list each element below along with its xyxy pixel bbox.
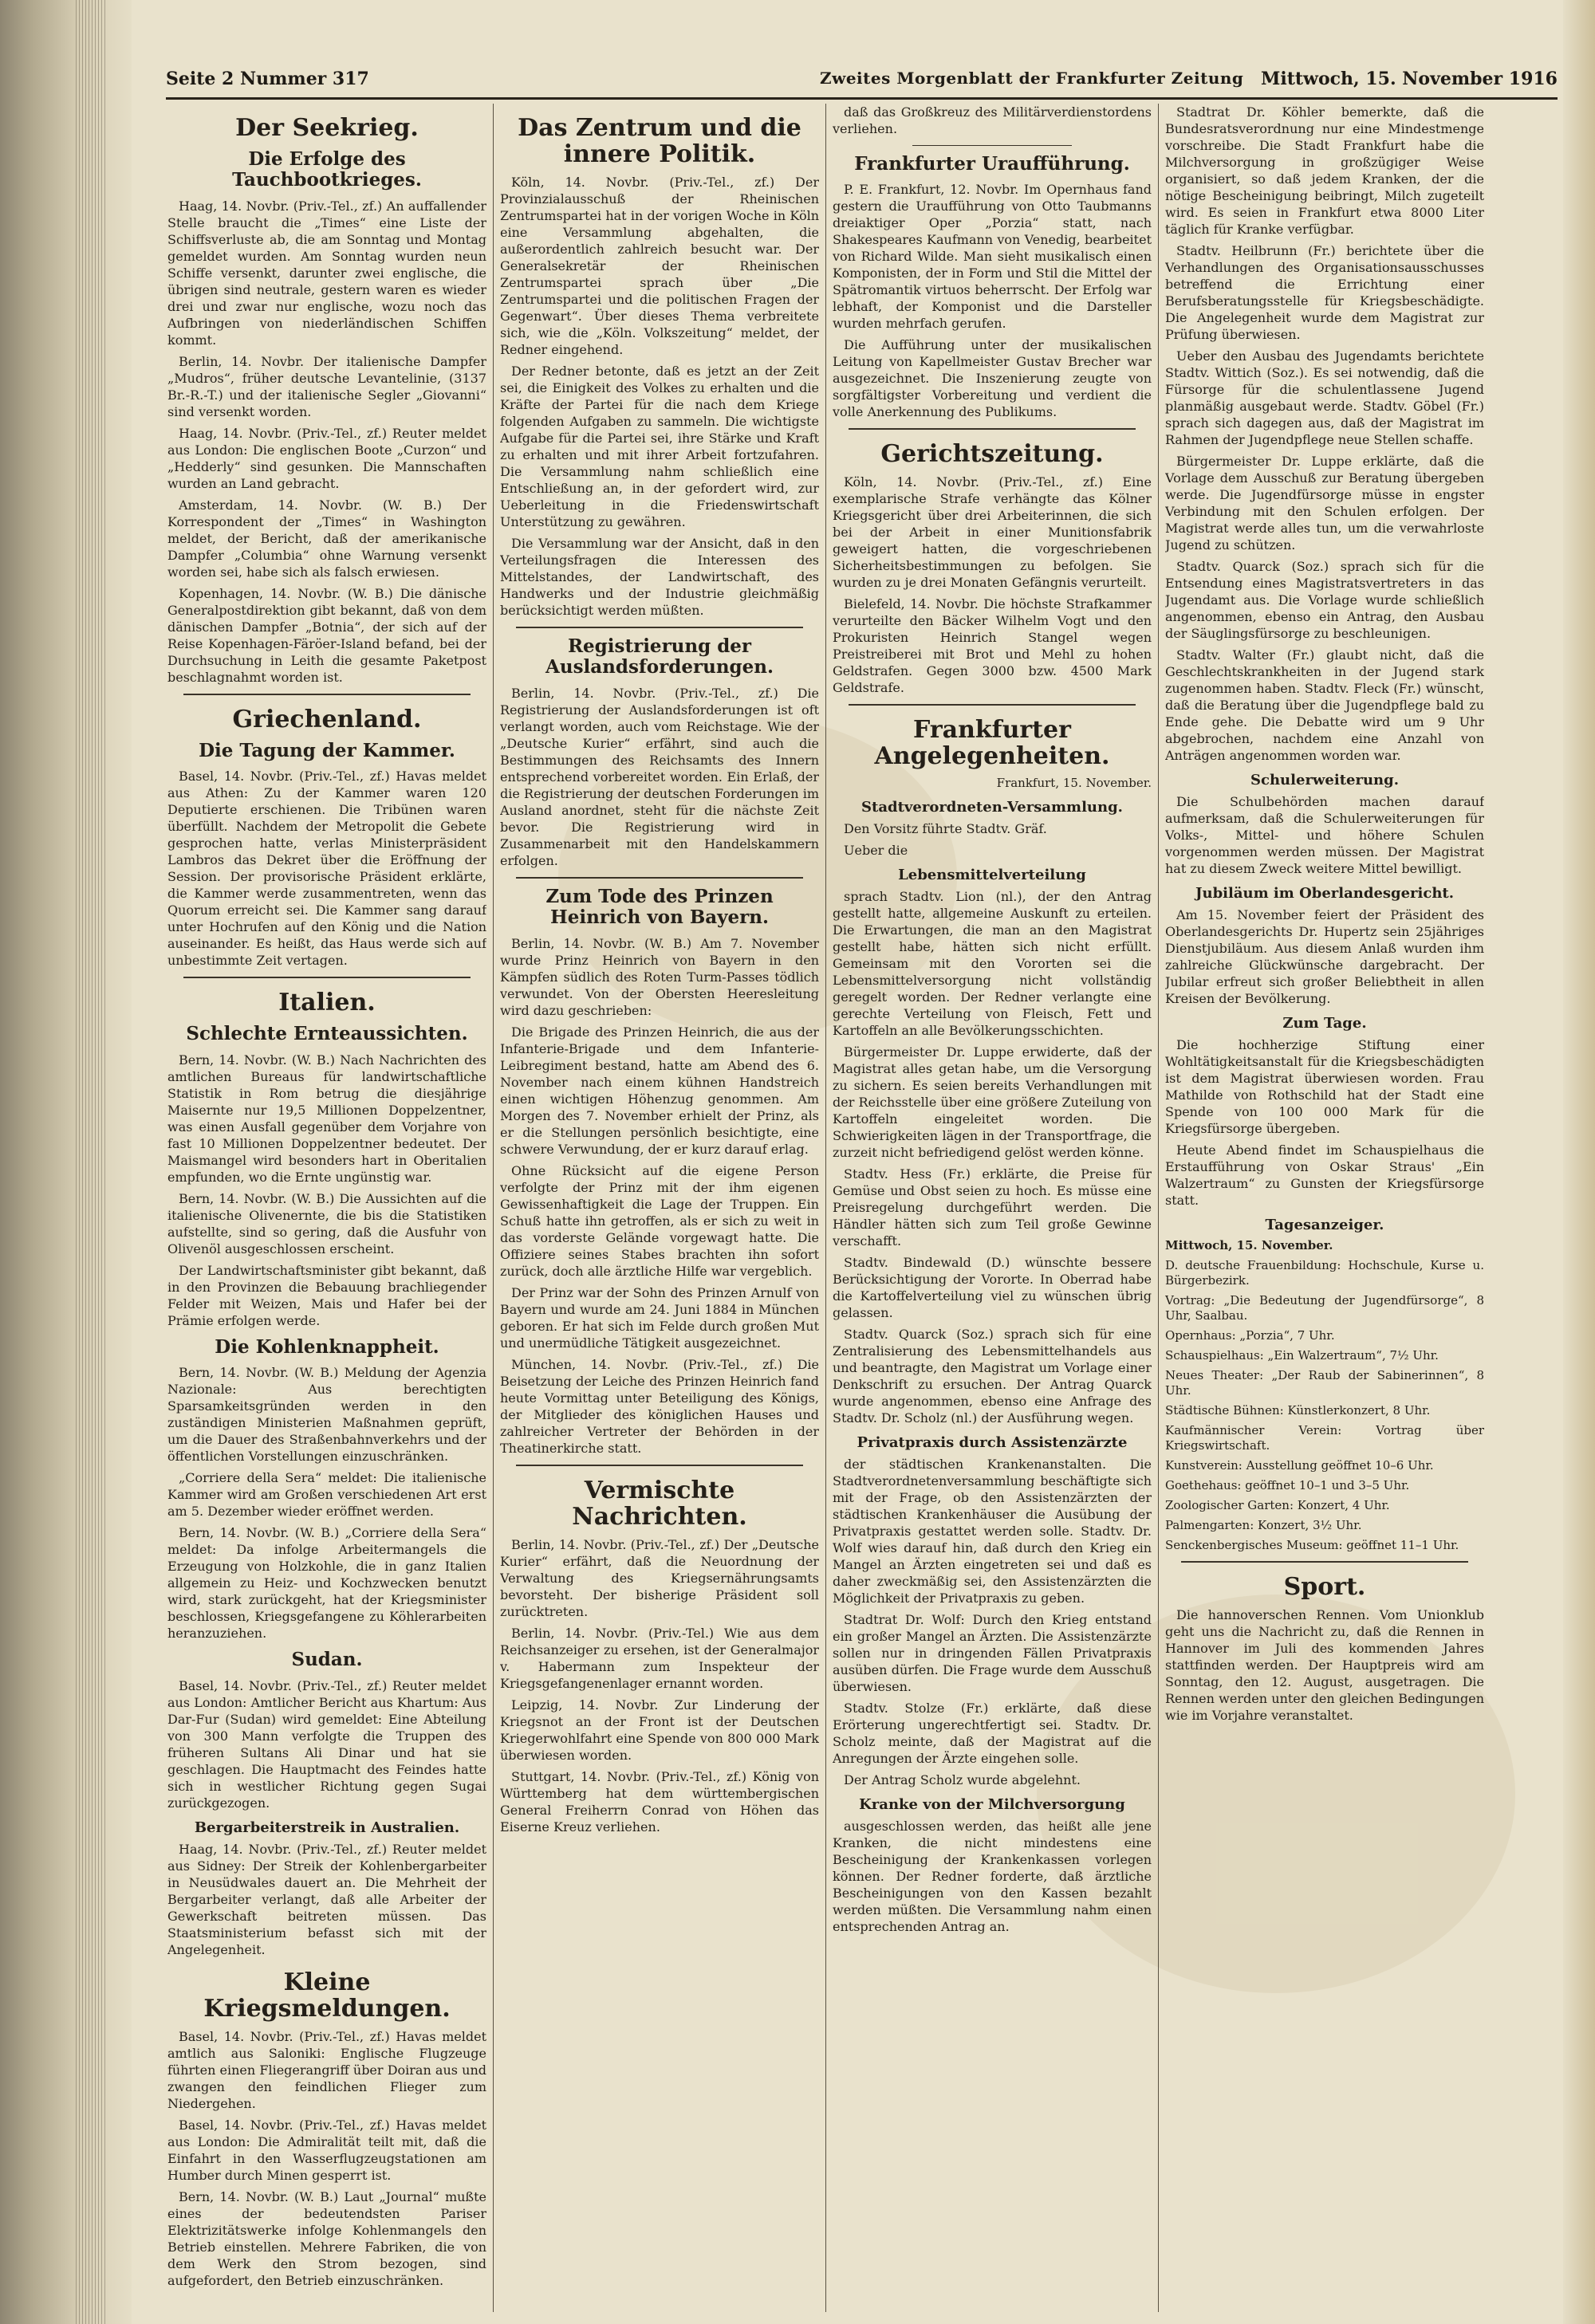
column-rule [825,104,826,2312]
section-rule [516,627,803,628]
article-paragraph: der städtischen Krankenanstalten. Die Stadtverordnetenversammlung beschäftigte sich mit der Frage, ob den Assistenzärzten der städtischen Krankenhäuser die Ausübung der Privatpraxis gestattet werden solle. Stadtv. Dr. Wolf wies darauf hin, daß durch den Krieg ein Mangel an Ärzten eingetreten sei und daß es daher zweckmäßig sei, den Assistenzärzten die Möglichkeit der Privatpraxis zu geben. [833,1457,1152,1606]
article-subheading: Zum Tage. [1282,1015,1367,1032]
article-subheading: Kranke von der Milchversorgung [859,1796,1125,1814]
article-paragraph: Köln, 14. Novbr. (Priv.-Tel., zf.) Eine exemplarische Strafe verhängte das Kölner Kriegsgericht über drei Arbeiterinnen, die sich bei der Arbeit in einer Munitionsfabrik geweigert hatten, die vorgeschriebenen Sicherheitsbestimmungen zu befolgen. Sie wurden zu je drei Monaten Gefängnis verurteilt. [833,474,1152,591]
article-paragraph: P. E. Frankfurt, 12. Novbr. Im Opernhaus fand gestern die Uraufführung von Otto Taubmanns dreiaktiger Oper „Porzia“ statt, nach Shakespeares Kaufmann von Venedig, bearbeitet von Richard Wilde. Man sieht musikalisch einen Komponisten, der in Form und Stil die Mittel der Spätromantik virtuos beherrscht. Der Erfolg war lebhaft, der Komponist und die Darsteller wurden mehrfach gerufen. [833,182,1152,332]
article-heading: Die Erfolge des Tauchbootkrieges. [232,148,422,191]
page-number: Seite 2 Nummer 317 [166,69,369,89]
article-paragraph: Haag, 14. Novbr. (Priv.-Tel., zf.) Reuter meldet aus Sidney: Der Streik der Kohlenbergarbeiter in Neusüdwales dauert an. Die Mehrheit der Bergarbeiter verlangt, daß alle Arbeiter der Gewerkschaft beitreten müssen. Das Staatsministerium befasst sich mit der Angelegenheit. [167,1841,486,1957]
article-paragraph: Die Versammlung war der Ansicht, daß in den Verteilungsfragen die Interessen des Mittelstandes, der Landwirtschaft, des Handwerks und der Industrie gleichmäßig berücksichtigt werden müßten. [500,536,819,618]
article-paragraph: Stadtrat Dr. Köhler bemerkte, daß die Bundesratsverordnung nur eine Mindestmenge vorschreibe. Die Stadt Frankfurt habe die Milchversorgung in großzügiger Weise organisiert, so daß jedem Kranken, der die nötige Bescheinigung beibringt, Milch zugeteilt wird. Es seien in Frankfurt etwa 8000 Liter täglich für Kranke verfügbar. [1165,104,1484,237]
article-paragraph: Haag, 14. Novbr. (Priv.-Tel., zf.) An auffallender Stelle braucht die „Times“ eine Liste der Schiffsverluste ab, die am Sonntag und Montag gemeldet wurden. Am Sonntag wurden neun Schiffe versenkt, darunter zwei englische, die übrigen sind neutrale, gestern waren es wieder drei und zwar nur englische, wozu noch das Aufbringen von niederländischen Schiffen kommt. [167,198,486,348]
article-paragraph: Kopenhagen, 14. Novbr. (W. B.) Die dänische Generalpostdirektion gibt bekannt, daß von dem dänischen Dampfer „Botnia“, der sich auf der Reise Kopenhagen-Färöer-Island befand, bei der Durchsuchung in Leith die gesamte Paketpost beschlagnahmt worden ist. [167,585,486,685]
article-paragraph: Heute Abend findet im Schauspielhaus die Erstaufführung von Oskar Straus' „Ein Walzertraum“ zu Gunsten der Kriegsfürsorge statt. [1165,1142,1484,1208]
article-paragraph: Ohne Rücksicht auf die eigene Person verfolgte der Prinz mit der ihm eigenen Gewissenhaftigkeit die Lage der Truppen. Ein Schuß hatte ihn getroffen, als er sich zu weit in das vorderste Gelände vorgewagt hatte. Die Offiziere seines Stabes brachten ihn sofort zurück, doch alle ärztliche Hilfe war vergeblich. [500,1162,819,1279]
section-heading: Italien. [278,989,376,1017]
article-subheading: Tagesanzeiger. [1265,1217,1384,1233]
article-paragraph: Basel, 14. Novbr. (Priv.-Tel., zf.) Havas meldet aus Athen: Zu der Kammer waren 120 Deputierte erschienen. Die Tribünen waren überfüllt. Nachdem der Metropolit die Gebete gesprochen hatte, verlas Ministerpräsident Lambros das Dekret über die Eröffnung der Session. Der provisorische Präsident erklärte, die Kammer werde zusammentreten, wenn das Quorum erreicht sei. Die Kammer sang darauf unter Hochrufen auf den König und die Nation auseinander. Es heißt, das Haus werde sich auf unbestimmte Zeit vertagen. [167,769,486,969]
article-paragraph: Stadtv. Stolze (Fr.) erklärte, daß diese Erörterung ungerechtfertigt sei. Stadtv. Dr. Scholz meinte, daß der Magistrat auf die Anregungen der Ärzte eingehen solle. [833,1701,1152,1767]
article-paragraph: Amsterdam, 14. Novbr. (W. B.) Der Korrespondent der „Times“ in Washington meldet, der Bericht, daß der amerikanische Dampfer „Columbia“ ohne Warnung versenkt worden sei, habe sich als falsch erwiesen. [167,497,486,580]
article-paragraph: Stadtrat Dr. Wolf: Durch den Krieg entstand ein großer Mangel an Ärzten. Die Assistenzärzte sollen nur in dringenden Fällen Privatpraxis ausüben dürfen. Die Frage wurde dem Ausschuß überwiesen. [833,1612,1152,1695]
article-paragraph: daß das Großkreuz des Militärverdienstordens verliehen. [833,104,1152,136]
article-paragraph: sprach Stadtv. Lion (nl.), der den Antrag gestellt hatte, allgemeine Auskunft zu erteilen. Die Erwartungen, die man an den Magistrat gestellt habe, hätten sich nicht erfüllt. Gemeinsam mit den Vororten sei die Lebensmittelversorgung nicht vollständig geregelt worden. Der Redner verlangte eine gerechte Verteilung von Fleisch, Fett und Kartoffeln an alle Bevölkerungsschichten. [833,889,1152,1039]
article-paragraph: Bern, 14. Novbr. (W. B.) „Corriere della Sera“ meldet: Da infolge Arbeitermangels die Erzeugung von Holzkohle, die in ganz Italien allgemein zu Heiz- und Kochzwecken benutzt wird, stark zurückgeht, hat der Kriegsminister beschlossen, Kriegsgefangene zu Köhlerarbeiten heranzuziehen. [167,1525,486,1642]
article-paragraph: Stuttgart, 14. Novbr. (Priv.-Tel., zf.) König von Württemberg hat dem württembergischen General Freiherrn Conrad von Höhen das Eiserne Kreuz verliehen. [500,1768,819,1834]
section-heading: Vermischte Nachrichten. [572,1476,747,1531]
article-paragraph: Stadtv. Walter (Fr.) glaubt nicht, daß die Geschlechtskrankheiten in der Jugend stark zugenommen haben. Stadtv. Fleck (Fr.) wünscht, daß die Beratung über die Jugendpflege bald zu Ende gehe. Die Debatte wird um 9 Uhr abgebrochen, nachdem eine Anzahl von Anträgen angenommen worden war. [1165,647,1484,763]
event-listing [1165,1238,1484,1553]
article-paragraph: Bürgermeister Dr. Luppe erklärte, daß die Vorlage dem Ausschuß zur Beratung übergeben werde. Die Jugendfürsorge müsse in engster Verbindung mit den Schulen erfolgen. Der Magistrat werde alles tun, um die verwahrloste Jugend zu schützen. [1165,454,1484,552]
article-subheading: Lebensmittelverteilung [898,867,1086,884]
article-paragraph: Leipzig, 14. Novbr. Zur Linderung der Kriegsnot an der Front ist der Deutschen Kriegerwohlfahrt eine Spende von 800 000 Mark überwiesen worden. [500,1697,819,1763]
article-paragraph: Berlin, 14. Novbr. (Priv.-Tel., zf.) Die Registrierung der Auslandsforderungen ist oft verlangt worden, auch vom Reichstage. Wie der „Deutsche Kurier“ erfährt, sind auch die Bestimmungen des Reichsamts des Innern entsprechend vorbereitet worden. Ein Erlaß, der die Registrierung der deutschen Forderungen im Ausland anordnet, steht für die nächste Zeit bevor. Die Registrierung wird in Zusammenarbeit mit den Handelskammern erfolgen. [500,685,819,868]
article-paragraph: „Corriere della Sera“ meldet: Die italienische Kammer wird am Großen verschiedenen Art erst am 5. Dezember wieder eröffnet werden. [167,1470,486,1520]
article-paragraph: Der Landwirtschaftsminister gibt bekannt, daß in den Provinzen die Bebauung brachliegender Felder mit Weizen, Mais und Hafer bei der Prämie erfolgen werde. [167,1262,486,1328]
page-header [166,64,1558,96]
list-item: Zoologischer Garten: Konzert, 4 Uhr. [1165,1498,1390,1512]
article-paragraph: Haag, 14. Novbr. (Priv.-Tel., zf.) Reuter meldet aus London: Die englischen Boote „Curzon“ und „Hedderly“ sind gesunken. Die Mannschaften wurden an Land gebracht. [167,425,486,491]
article-paragraph: Die hochherzige Stiftung einer Wohltätigkeitsanstalt für die Kriegsbeschädigten ist dem Magistrat überwiesen worden. Frau Mathilde von Rothschild hat der Stadt eine Spende von 100 000 Mark für die Kriegsfürsorge übergeben. [1165,1037,1484,1136]
article-paragraph: Der Antrag Scholz wurde abgelehnt. [844,1772,1081,1788]
section-heading: Gerichtszeitung. [880,440,1104,469]
article-subheading: Privatpraxis durch Assistenzärzte [857,1434,1128,1452]
list-item: Schauspielhaus: „Ein Walzertraum“, 7½ Uhr. [1165,1348,1439,1363]
dateline: Frankfurt, 15. November. [996,776,1152,791]
article-paragraph: Basel, 14. Novbr. (Priv.-Tel., zf.) Havas meldet amtlich aus Saloniki: Englische Flugzeuge führten einen Fliegerangriff über Doiran aus und zwangen den feindlichen Flieger zum Niedergehen. [167,2028,486,2111]
section-rule [516,877,803,879]
article-paragraph: Die Aufführung unter der musikalischen Leitung von Kapellmeister Gustav Brecher war ausgezeichnet. Die Inszenierung zeugte von sorgfältigster Vorbereitung und verdient die volle Anerkennung des Publikums. [833,337,1152,420]
article-paragraph: Die Brigade des Prinzen Heinrich, die aus der Infanterie-Brigade und dem Infanterie-Leibregiment bestand, hatte am Abend des 6. November nach einem kühnen Handstreich einen wichtigen Höhenzug genommen. Am Morgen des 7. November erhielt der Prinz, als er die Stellungen persönlich besichtigte, eine schwere Verwundung, der er kurz darauf erlag. [500,1024,819,1157]
list-item: Städtische Bühnen: Künstlerkonzert, 8 Uhr. [1165,1403,1431,1418]
article-heading: Stadtverordneten-Versammlung. [861,799,1123,816]
article-paragraph: Berlin, 14. Novbr. Der italienische Dampfer „Mudros“, früher deutsche Levantelinie, (3137 Br.-R.-T.) und der italienische Segler „Giovanni“ sind versenkt worden. [167,353,486,419]
article-heading: Zum Tode des Prinzen Heinrich von Bayern. [545,885,774,929]
article-subheading: Schulerweiterung. [1250,772,1399,788]
article-paragraph: Stadtv. Heilbrunn (Fr.) berichtete über die Verhandlungen des Organisationsausschusses betreffend die Errichtung einer Berufsberatungsstelle für Kriegsbeschädigte. Die Angelegenheit wurde dem Magistrat zur Prüfung überwiesen. [1165,243,1484,342]
article-heading: Schlechte Ernteaussichten. [186,1023,468,1045]
list-item: Opernhaus: „Porzia“, 7 Uhr. [1165,1328,1335,1343]
article-paragraph: Bern, 14. Novbr. (W. B.) Die Aussichten auf die italienische Olivenernte, die bis die Statistiken aufstellte, sind so gering, daß die Ausfuhr von Olivenöl ausgeschlossen erscheint. [167,1190,486,1256]
article-paragraph: Berlin, 14. Novbr. (Priv.-Tel., zf.) Der „Deutsche Kurier“ erfährt, daß die Neuordnung der Verwaltung des Kriegsernährungsamts bevorsteht. Der bisherige Präsident soll zurücktreten. [500,1536,819,1619]
section-rule [183,977,471,978]
article-heading: Sudan. [291,1649,363,1671]
section-heading: Frankfurter Angelegenheiten. [874,716,1110,771]
article-paragraph: Basel, 14. Novbr. (Priv.-Tel., zf.) Havas meldet aus London: Die Admiralität teilt mit, daß die Einfahrt in den Wasserflugzeugstationen am Humber durch Minen gesperrt ist. [167,2117,486,2183]
section-rule [1181,1561,1468,1563]
article-paragraph: Bern, 14. Novbr. (W. B.) Meldung der Agenzia Nazionale: Aus berechtigten Sparsamkeitsgründen werden in den zuständigen Ministerien Maßnahmen geprüft, um die Dauer des Straßenbahnverkehrs und der öffentlichen Vorstellungen einzuschränken. [167,1365,486,1465]
article-paragraph: Der Redner betonte, daß es jetzt an der Zeit sei, die Einigkeit des Volkes zu erhalten und die Kräfte der Partei für die nach dem Kriege folgenden Aufgaben zu sammeln. Die wichtigste Aufgabe für die Partei sei, ihre Stärke und Kraft zu erhalten und mit ihrer Arbeit fortzufahren. Die Versammlung nahm schließlich eine Entschließung an, in der gefordert wird, zur Ueberleitung in die Friedenswirtschaft Unterstützung zu gewähren. [500,364,819,529]
list-item: Kaufmännischer Verein: Vortrag über Kriegswirtschaft. [1165,1423,1484,1453]
section-heading: Kleine Kriegsmeldungen. [203,1968,451,2023]
page-edges [76,0,108,2324]
list-item: Senckenbergisches Museum: geöffnet 11–1 Uhr. [1165,1538,1459,1552]
section-heading: Der Seekrieg. [235,114,419,142]
column-2 [500,104,819,2312]
list-item: Goethehaus: geöffnet 10–1 und 3–5 Uhr. [1165,1478,1410,1492]
list-item: Kunstverein: Ausstellung geöffnet 10–6 Uhr. [1165,1458,1434,1473]
book-gutter [0,0,132,2324]
article-heading: Bergarbeiterstreik in Australien. [194,1819,460,1836]
article-paragraph: Am 15. November feiert der Präsident des Oberlandesgerichts Dr. Hupertz sein 25jähriges Dienstjubiläum. Aus diesem Anlaß wurden ihm zahlreiche Glückwünsche dargebracht. Der Jubilar erfreut sich großer Beliebtheit in allen Kreisen der Bevölkerung. [1165,907,1484,1006]
article-paragraph: Stadtv. Hess (Fr.) erklärte, die Preise für Gemüse und Obst seien zu hoch. Es müsse eine Preisregelung durchgeführt werden. Die Händler hätten sich zum Teil große Gewinne verschafft. [833,1166,1152,1249]
article-paragraph: Stadtv. Bindewald (D.) wünschte bessere Berücksichtigung der Vororte. In Oberrad habe die Kartoffelverteilung viel zu wünschen übrig gelassen. [833,1255,1152,1321]
column-4 [1165,104,1484,2312]
article-paragraph: Bielefeld, 14. Novbr. Die höchste Strafkammer verurteilte den Bäcker Wilhelm Vogt und den Prokuristen Heinrich Stangel wegen Preistreiberei mit Brot und Mehl zu hohen Geldstrafen. Gegen 3000 bzw. 4500 Mark Geldstrafe. [833,596,1152,696]
newspaper-title: Zweites Morgenblatt der Frankfurter Zeitung [820,69,1244,88]
article-paragraph: Die hannoverschen Rennen. Vom Unionklub geht uns die Nachricht zu, daß die Rennen in Hannover im Juli des kommenden Jahres stattfinden werden. Der Hauptpreis wird am Sonntag, den 12. August, ausgetragen. Die Rennen werden unter den gleichen Bedingungen wie im Vorjahre veranstaltet. [1165,1607,1484,1723]
section-heading: Sport. [1283,1573,1366,1601]
section-rule [183,694,471,695]
list-item: Neues Theater: „Der Raub der Sabinerinnen“, 8 Uhr. [1165,1368,1484,1398]
section-rule [912,145,1072,146]
section-heading: Griechenland. [232,705,422,733]
section-rule [516,1465,803,1466]
article-paragraph: ausgeschlossen werden, das heißt alle jene Kranken, die nicht mindestens eine Bescheinigung der Krankenkassen vorlegen können. Der Redner forderte, daß ärztliche Bescheinigungen von den Kassen bezahlt werden müßten. Die Versammlung nahm einen entsprechenden Antrag an. [833,1819,1152,1935]
article-paragraph: Den Vorsitz führte Stadtv. Gräf. [844,821,1047,837]
article-paragraph: Ueber den Ausbau des Jugendamts berichtete Stadtv. Wittich (Soz.). Es sei notwendig, daß die Fürsorge für die schulentlassene Jugend planmäßig ausgebaut werde. Stadtv. Göbel (Fr.) sprach sich dagegen aus, daß der Magistrat im Rahmen der Jugendpflege neue Stellen schaffe. [1165,348,1484,447]
article-subheading: Jubiläum im Oberlandesgericht. [1195,885,1455,902]
column-3 [833,104,1152,2312]
list-item: Palmengarten: Konzert, 3½ Uhr. [1165,1518,1362,1532]
section-rule [849,428,1136,430]
article-paragraph: Köln, 14. Novbr. (Priv.-Tel., zf.) Der Provinzialausschuß der Rheinischen Zentrumspartei hat in der vorigen Woche in Köln eine Versammlung abgehalten, die außerordentlich zahlreich besucht war. Der Generalsekretär der Rheinischen Zentrumspartei sprach über „Die Zentrumspartei und die politischen Fragen der Gegenwart“. Über dieses Thema verbreitete sich, wie die „Köln. Volkszeitung“ meldet, der Redner eingehend. [500,175,819,357]
article-heading: Die Tagung der Kammer. [199,739,455,761]
article-paragraph: Stadtv. Quarck (Soz.) sprach sich für die Entsendung eines Magistratsvertreters in das Jugendamt aus. Die Vorlage wurde schließlich angenommen, ebenso ein Antrag, den Ausbau der Säuglingsfürsorge zu beschleunigen. [1165,559,1484,641]
article-paragraph: Die Schulbehörden machen darauf aufmerksam, daß die Schulerweiterungen für Volks-, Mittel- und höhere Schulen vorgenommen werden müssen. Der Magistrat hat zu diesem Zweck weitere Mittel bewilligt. [1165,794,1484,876]
list-item: D. deutsche Frauenbildung: Hochschule, Kurse u. Bürgerbezirk. [1165,1258,1484,1288]
header-rule [166,97,1558,100]
column-rule [493,104,494,2312]
column-1 [167,104,486,2312]
right-page-edge [1563,0,1595,2324]
section-heading: Das Zentrum und die innere Politik. [518,114,801,168]
article-heading: Frankfurter Uraufführung. [854,153,1130,175]
article-heading: Die Kohlenknappheit. [215,1335,439,1358]
article-paragraph: Bern, 14. Novbr. (W. B.) Nach Nachrichten des amtlichen Bureaus für landwirtschaftliche Statistik in Rom betrug die diesjährige Maisernte nur 19,5 Millionen Doppelzentner, was einen Ausfall gegenüber dem Vorjahre von fast 10 Millionen Doppelzentner bedeutet. Der Maismangel wird besonders hart in Oberitalien empfunden, wo die Ernte ungünstig war. [167,1052,486,1185]
section-rule [849,704,1136,706]
article-paragraph: Stadtv. Quarck (Soz.) sprach sich für eine Zentralisierung des Lebensmittelhandels aus und beantragte, den Magistrat um Vorlage einer Denkschrift zu ersuchen. Der Antrag Quarck wurde angenommen, ebenso eine Anfrage des Stadtv. Dr. Scholz (nl.) der Ausführung wegen. [833,1327,1152,1426]
article-heading: Registrierung der Auslandsforderungen. [545,635,774,678]
list-item: Vortrag: „Die Bedeutung der Jugendfürsorge“, 8 Uhr, Saalbau. [1165,1293,1484,1323]
article-paragraph: Der Prinz war der Sohn des Prinzen Arnulf von Bayern und wurde am 24. Juni 1884 in München geboren. Er hat sich im Felde durch großen Mut und unermüdliche Tätigkeit ausgezeichnet. [500,1284,819,1351]
article-paragraph: Bern, 14. Novbr. (W. B.) Laut „Journal“ mußte eines der bedeutendsten Pariser Elektrizitätswerke infolge Kohlenmangels den Betrieb einstellen. Mehrere Fabriken, die von dem Werk den Strom bezogen, sind aufgefordert, den Betrieb einzuschränken. [167,2188,486,2288]
article-paragraph: Berlin, 14. Novbr. (W. B.) Am 7. November wurde Prinz Heinrich von Bayern in den Kämpfen südlich des Roten Turm-Passes tödlich verwundet. Von der Obersten Heeresleitung wird dazu geschrieben: [500,935,819,1018]
article-paragraph: München, 14. Novbr. (Priv.-Tel., zf.) Die Beisetzung der Leiche des Prinzen Heinrich fand heute Vormittag unter Beteiligung des Königs, der Mitglieder des königlichen Hauses und zahlreicher Vertreter der Behörden in der Theatinerkirche statt. [500,1356,819,1456]
list-item: Mittwoch, 15. November. [1165,1238,1333,1252]
article-paragraph: Ueber die [844,843,908,859]
column-rule [1158,104,1159,2312]
issue-date: Mittwoch, 15. November 1916 [1261,69,1558,89]
article-paragraph: Basel, 14. Novbr. (Priv.-Tel., zf.) Reuter meldet aus London: Amtlicher Bericht aus Khartum: Aus Dar-Fur (Sudan) wird gemeldet: Eine Abteilung von 300 Mann verfolgte die Truppen des früheren Sultans Ali Dinar und hat sie geschlagen. Die Hauptmacht des Feindes hatte sich in westlicher Richtung gegen Sugai zurückgezogen. [167,1677,486,1811]
article-paragraph: Bürgermeister Dr. Luppe erwiderte, daß der Magistrat alles getan habe, um die Versorgung zu sichern. Es seien bereits Verhandlungen mit der Reichsstelle über eine größere Zuteilung von Kartoffeln eingeleitet worden. Die Schwierigkeiten lägen in der Transportfrage, die zurzeit nicht befriedigend gelöst werden könne. [833,1044,1152,1161]
article-paragraph: Berlin, 14. Novbr. (Priv.-Tel.) Wie aus dem Reichsanzeiger zu ersehen, ist der Generalmajor v. Habermann zum Inspekteur der Kriegsgefangenenlager ernannt worden. [500,1625,819,1691]
